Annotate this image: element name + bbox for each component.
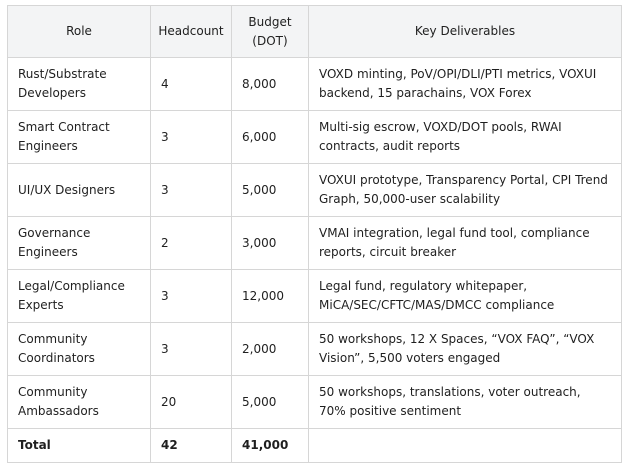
cell-budget: 2,000 xyxy=(232,323,309,376)
total-deliverables-empty xyxy=(309,429,622,463)
cell-deliverables: VMAI integration, legal fund tool, compliance reports, circuit breaker xyxy=(309,217,622,270)
cell-role: Governance Engineers xyxy=(8,217,151,270)
cell-headcount: 3 xyxy=(151,111,232,164)
cell-headcount: 3 xyxy=(151,270,232,323)
cell-role: Rust/Substrate Developers xyxy=(8,58,151,111)
header-deliverables: Key Deliverables xyxy=(309,6,622,58)
header-headcount: Headcount xyxy=(151,6,232,58)
cell-deliverables: 50 workshops, 12 X Spaces, “VOX FAQ”, “VOX Vision”, 5,500 voters engaged xyxy=(309,323,622,376)
cell-role: Community Ambassadors xyxy=(8,376,151,429)
cell-deliverables: VOXUI prototype, Transparency Portal, CPI Trend Graph, 50,000-user scalability xyxy=(309,164,622,217)
cell-budget: 12,000 xyxy=(232,270,309,323)
cell-headcount: 20 xyxy=(151,376,232,429)
header-budget xyxy=(232,6,309,58)
table-row xyxy=(8,270,622,323)
cell-deliverables: Legal fund, regulatory whitepaper, MiCA/SEC/CFTC/MAS/DMCC compliance xyxy=(309,270,622,323)
cell-budget: 6,000 xyxy=(232,111,309,164)
cell-budget: 3,000 xyxy=(232,217,309,270)
cell-headcount: 3 xyxy=(151,323,232,376)
table-row xyxy=(8,217,622,270)
cell-budget: 8,000 xyxy=(232,58,309,111)
cell-role: Legal/Compliance Experts xyxy=(8,270,151,323)
budget-table xyxy=(7,5,622,463)
table-container xyxy=(7,5,622,463)
header-role: Role xyxy=(8,6,151,58)
header-row xyxy=(8,6,622,58)
cell-headcount: 2 xyxy=(151,217,232,270)
table-row xyxy=(8,58,622,111)
total-row xyxy=(8,429,622,463)
total-headcount: 42 xyxy=(151,429,232,463)
table-row xyxy=(8,111,622,164)
table-row xyxy=(8,164,622,217)
cell-budget: 5,000 xyxy=(232,164,309,217)
cell-headcount: 4 xyxy=(151,58,232,111)
cell-role: Smart Contract Engineers xyxy=(8,111,151,164)
cell-deliverables: VOXD minting, PoV/OPI/DLI/PTI metrics, VOXUI backend, 15 parachains, VOX Forex xyxy=(309,58,622,111)
table-row xyxy=(8,376,622,429)
total-label: Total xyxy=(8,429,151,463)
cell-role: UI/UX Designers xyxy=(8,164,151,217)
header-budget-line1: Budget xyxy=(248,14,292,29)
cell-budget: 5,000 xyxy=(232,376,309,429)
header-budget-line2: (DOT) xyxy=(252,33,288,48)
cell-headcount: 3 xyxy=(151,164,232,217)
cell-role: Community Coordinators xyxy=(8,323,151,376)
cell-deliverables: 50 workshops, translations, voter outreach, 70% positive sentiment xyxy=(309,376,622,429)
total-budget: 41,000 xyxy=(232,429,309,463)
cell-deliverables: Multi-sig escrow, VOXD/DOT pools, RWAI contracts, audit reports xyxy=(309,111,622,164)
table-row xyxy=(8,323,622,376)
